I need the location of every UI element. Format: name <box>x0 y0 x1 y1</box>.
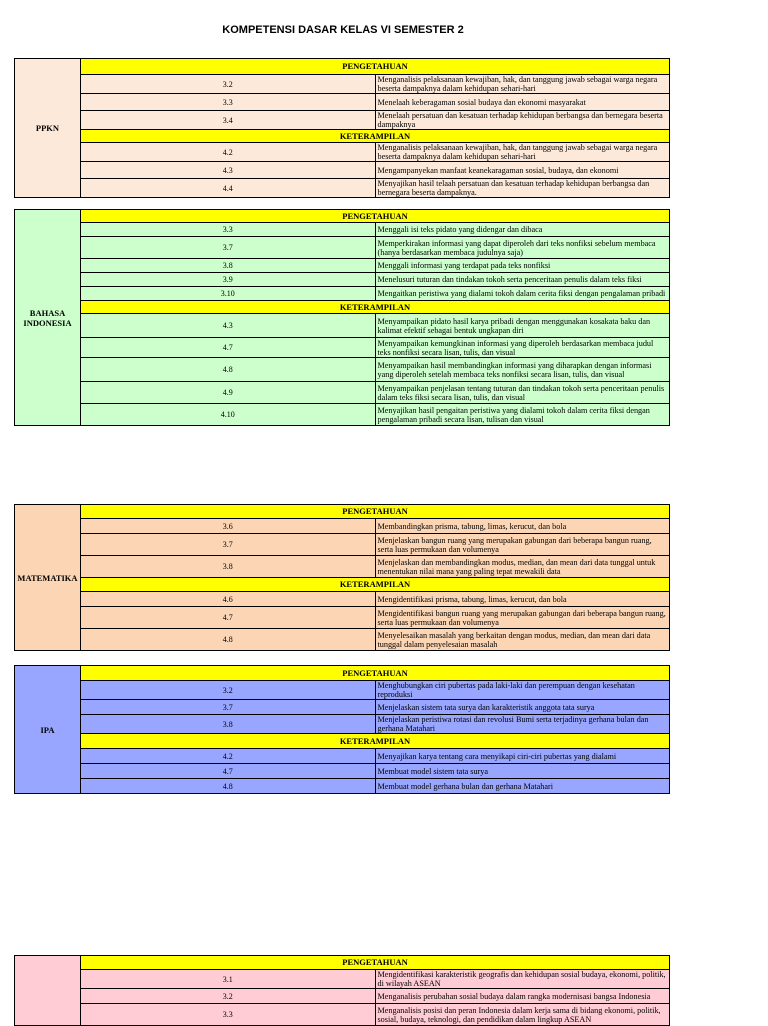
table-row: 4.3 Menyampaikan pidato hasil karya pribadi dengan menggunakan kosakata baku dan kalimat efektif sebagai bentuk ungkapan diri <box>15 314 670 338</box>
table-row: 3.9 Menelusuri tuturan dan tindakan tokoh serta penceritaan penulis dalam teks fiksi <box>15 273 670 287</box>
table-row: 3.8 Menjelaskan peristiwa rotasi dan revolusi Bumi serta terjadinya gerhana bulan dan gerhana Matahari <box>15 715 670 734</box>
ppkn-table <box>14 58 670 198</box>
table-row: 4.4 Menyajikan hasil telaah persatuan dan kesatuan terhadap kehidupan berbangsa dan bernegara beserta dampaknya. <box>15 179 670 198</box>
table-row: 3.7 Memperkirakan informasi yang dapat diperoleh dari teks nonfiksi sebelum membaca (hanya berdasarkan membaca judulnya saja) <box>15 237 670 259</box>
table-row: 4.7 Membuat model sistem tata surya <box>15 764 670 779</box>
pengetahuan-header: PENGETAHUAN <box>81 666 670 681</box>
table-row: 3.2 Menganalisis pelaksanaan kewajiban, hak, dan tanggung jawab sebagai warga negara beserta dampaknya dalam kehidupan sehari-hari <box>15 75 670 94</box>
page-title: KOMPETENSI DASAR KELAS VI SEMESTER 2 <box>222 24 464 36</box>
table-row: 3.2 Menghubungkan ciri pubertas pada laki-laki dan perempuan dengan kesehatan reproduksi <box>15 681 670 700</box>
table-row: 3.10 Mengaitkan peristiwa yang dialami tokoh dalam cerita fiksi dengan pengalaman pribadi <box>15 287 670 301</box>
table-row: 3.8 Menjelaskan dan membandingkan modus, median, dan mean dari data tunggal untuk menentukan nilai mana yang paling tepat mewakili data <box>15 556 670 578</box>
pengetahuan-header: PENGETAHUAN <box>81 505 670 519</box>
table-row: 3.6 Membandingkan prisma, tabung, limas, kerucut, dan bola <box>15 519 670 534</box>
keterampilan-header: KETERAMPILAN <box>81 301 670 314</box>
subject-bahasa-indonesia: BAHASA INDONESIA <box>15 210 81 426</box>
table-row: 4.2 Menganalisis pelaksanaan kewajiban, hak, dan tanggung jawab sebagai warga negara beserta dampaknya dalam kehidupan sehari-hari <box>15 143 670 162</box>
table-row: 3.7 Menjelaskan bangun ruang yang merupakan gabungan dari beberapa bangun ruang, serta luas permukaan dan volumenya <box>15 534 670 556</box>
ips-table <box>14 955 670 1026</box>
table-row: 3.7 Menjelaskan sistem tata surya dan karakteristik anggota tata surya <box>15 700 670 715</box>
keterampilan-header: KETERAMPILAN <box>81 578 670 592</box>
table-row: 4.2 Menyajikan karya tentang cara menyikapi ciri-ciri pubertas yang dialami <box>15 749 670 764</box>
table-row: 4.9 Menyampaikan penjelasan tentang tuturan dan tindakan tokoh serta penceritaan penulis dalam teks fiksi secara lisan, tulis, dan visual <box>15 382 670 404</box>
matematika-table <box>14 504 670 651</box>
table-row: 3.3 Menganalisis posisi dan peran Indonesia dalam kerja sama di bidang ekonomi, politik, sosial, budaya, teknologi, dan pendidikan dalam lingkup ASEAN <box>15 1004 670 1026</box>
table-row: 4.8 Menyelesaikan masalah yang berkaitan dengan modus, median, dan mean dari data tunggal dalam penyelesaian masalah <box>15 629 670 651</box>
table-row: 4.7 Mengidentifikasi bangun ruang yang merupakan gabungan dari beberapa bangun ruang, serta luas permukaan dan volumenya <box>15 607 670 629</box>
pengetahuan-header: PENGETAHUAN <box>81 59 670 75</box>
keterampilan-header: KETERAMPILAN <box>81 734 670 749</box>
subject-ips <box>15 956 81 1026</box>
table-row: 3.8 Menggali informasi yang terdapat pada teks nonfiksi <box>15 259 670 273</box>
table-row: 4.6 Mengidentifikasi prisma, tabung, limas, kerucut, dan bola <box>15 592 670 607</box>
subject-ipa: IPA <box>15 666 81 794</box>
table-row: 4.8 Membuat model gerhana bulan dan gerhana Matahari <box>15 779 670 794</box>
table-row: 4.10 Menyajikan hasil pengaitan peristiwa yang dialami tokoh dalam cerita fiksi dengan pengalaman pribadi secara lisan, tulisan dan visual <box>15 404 670 426</box>
table-row: 3.3 Menggali isi teks pidato yang didengar dan dibaca <box>15 223 670 237</box>
table-row: 3.1 Mengidentifikasi karakteristik geografis dan kehidupan sosial budaya, ekonomi, politik, di wilayah ASEAN <box>15 970 670 989</box>
table-row: 3.2 Menganalisis perubahan sosial budaya dalam rangka modernisasi bangsa Indonesia <box>15 989 670 1004</box>
pengetahuan-header: PENGETAHUAN <box>81 956 670 970</box>
keterampilan-header: KETERAMPILAN <box>81 130 670 143</box>
table-row: 4.8 Menyampaikan hasil membandingkan informasi yang diharapkan dengan informasi yang diperoleh setelah membaca teks nonfiksi secara lisan, tulis, dan visual <box>15 358 670 382</box>
subject-ppkn: PPKN <box>15 59 81 198</box>
bahasa-indonesia-table <box>14 209 670 426</box>
table-row: 3.4 Menelaah persatuan dan kesatuan terhadap kehidupan berbangsa dan bernegara beserta dampaknya <box>15 111 670 130</box>
table-row: 4.3 Mengampanyekan manfaat keanekaragaman sosial, budaya, dan ekonomi <box>15 162 670 179</box>
table-row: 4.7 Menyampaikan kemungkinan informasi yang diperoleh berdasarkan membaca judul teks nonfiksi secara lisan, tulis, dan visual <box>15 338 670 358</box>
subject-matematika: MATEMATIKA <box>15 505 81 651</box>
table-row: 3.3 Menelaah keberagaman sosial budaya dan ekonomi masyarakat <box>15 94 670 111</box>
ipa-table <box>14 665 670 794</box>
pengetahuan-header: PENGETAHUAN <box>81 210 670 223</box>
